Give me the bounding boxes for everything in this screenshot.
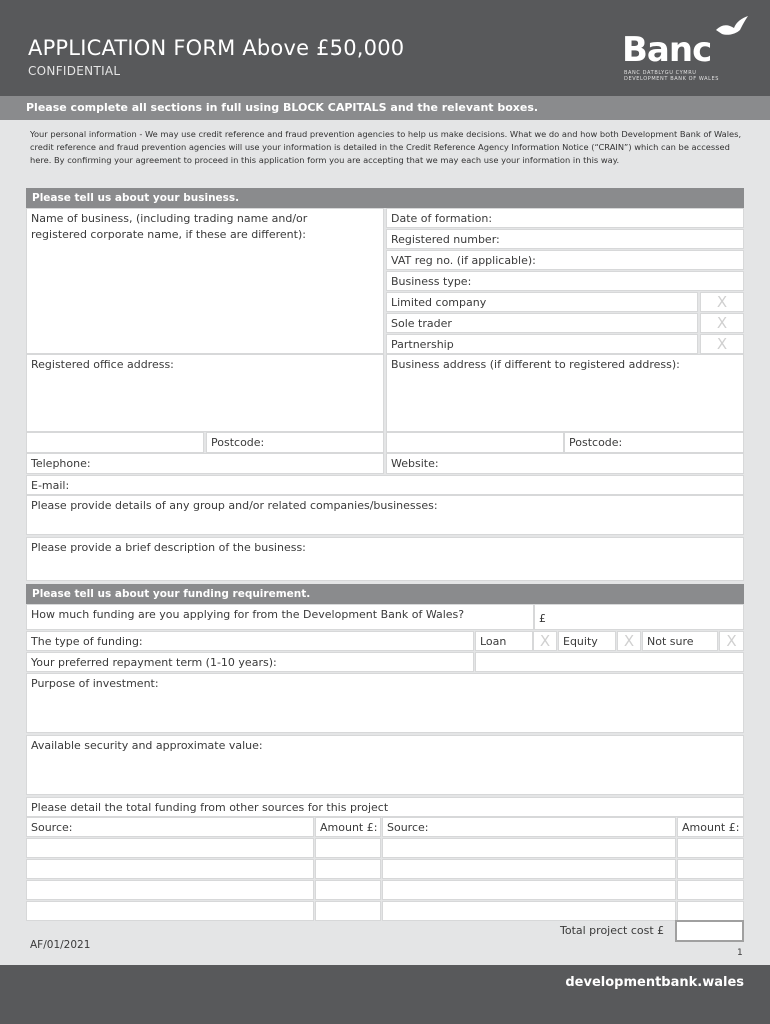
amount-column-header: Amount £: (315, 817, 381, 837)
instructions-banner (0, 96, 770, 120)
logo-line-english: DEVELOPMENT BANK OF WALES (624, 76, 720, 82)
business-description-field[interactable]: Please provide a brief description of the business: (26, 537, 744, 581)
amount-input[interactable] (677, 838, 744, 858)
page-number: 1 (737, 948, 743, 958)
telephone-field[interactable]: Telephone: (26, 453, 384, 474)
source-column-header: Source: (382, 817, 676, 837)
page-title: APPLICATION FORM Above £50,000 (28, 36, 405, 60)
not-sure-option-label: Not sure (642, 631, 718, 651)
security-value-field[interactable]: Available security and approximate value: (26, 735, 744, 795)
amount-input[interactable] (677, 859, 744, 879)
sole-trader-checkbox[interactable]: X (700, 313, 744, 333)
registered-number-field[interactable]: Registered number: (386, 229, 744, 249)
amount-input[interactable] (315, 859, 381, 879)
source-input[interactable] (382, 838, 676, 858)
privacy-notice: Your personal information - We may use credit reference and fraud prevention agencies to help us make decisions. What we do and how both Development Bank of Wales, credit reference and fraud prevention agencies will use your information is detailed in the Credit Reference Agency Information Notice (“CRAIN”) which can be accessed here. By confirming your agreement to proceed in this application form you are accepting that we may each use your information in this way. (30, 129, 742, 166)
source-input[interactable] (26, 859, 314, 879)
registered-office-spacer (26, 432, 204, 453)
vat-number-field[interactable]: VAT reg no. (if applicable): (386, 250, 744, 270)
funding-amount-label: How much funding are you applying for from the Development Bank of Wales? (26, 604, 534, 630)
limited-company-checkbox[interactable]: X (700, 292, 744, 312)
website-field[interactable]: Website: (386, 453, 744, 474)
amount-input[interactable] (315, 901, 381, 921)
business-address-spacer (386, 432, 564, 453)
funding-section-heading: Please tell us about your funding requirement. (26, 584, 744, 604)
source-input[interactable] (382, 901, 676, 921)
equity-option-label: Equity (558, 631, 616, 651)
total-project-cost-label: Total project cost £ (560, 924, 665, 937)
repayment-term-field[interactable] (475, 652, 744, 672)
registered-office-address-field[interactable]: Registered office address: (26, 354, 384, 432)
source-column-header: Source: (26, 817, 314, 837)
total-project-cost-field[interactable] (675, 920, 744, 942)
group-companies-field[interactable]: Please provide details of any group and/or related companies/businesses: (26, 495, 744, 535)
registered-postcode-field[interactable]: Postcode: (206, 432, 384, 453)
loan-checkbox[interactable]: X (533, 631, 557, 651)
loan-option-label: Loan (475, 631, 533, 651)
repayment-term-label: Your preferred repayment term (1-10 years): (26, 652, 474, 672)
date-of-formation-field[interactable]: Date of formation: (386, 208, 744, 228)
business-section-heading: Please tell us about your business. (26, 188, 744, 208)
amount-input[interactable] (677, 880, 744, 900)
partnership-checkbox[interactable]: X (700, 334, 744, 354)
source-input[interactable] (26, 838, 314, 858)
not-sure-checkbox[interactable]: X (719, 631, 744, 651)
email-field[interactable]: E-mail: (26, 475, 744, 495)
business-type-partnership-label: Partnership (386, 334, 698, 354)
logo-line-welsh: BANC DATBLYGU CYMRU (624, 70, 697, 76)
source-input[interactable] (26, 901, 314, 921)
business-type-label: Business type: (386, 271, 744, 291)
source-input[interactable] (26, 880, 314, 900)
business-postcode-field[interactable]: Postcode: (564, 432, 744, 453)
amount-column-header: Amount £: (677, 817, 744, 837)
business-name-field[interactable]: Name of business, (including trading name and/or registered corporate name, if these are different): (26, 208, 384, 354)
footer-website-link[interactable]: developmentbank.wales (565, 975, 744, 990)
amount-input[interactable] (677, 901, 744, 921)
form-reference: AF/01/2021 (30, 939, 91, 951)
confidential-label: CONFIDENTIAL (28, 64, 121, 78)
amount-input[interactable] (315, 880, 381, 900)
footer (0, 965, 770, 1024)
purpose-of-investment-field[interactable]: Purpose of investment: (26, 673, 744, 733)
bird-icon (714, 16, 750, 44)
banc-logo (622, 16, 752, 86)
instructions-text: Please complete all sections in full using BLOCK CAPITALS and the relevant boxes. (26, 101, 539, 114)
other-funding-label: Please detail the total funding from other sources for this project (26, 797, 744, 817)
business-type-limited-label: Limited company (386, 292, 698, 312)
equity-checkbox[interactable]: X (617, 631, 641, 651)
amount-input[interactable] (315, 838, 381, 858)
business-address-field[interactable]: Business address (if different to registered address): (386, 354, 744, 432)
header (0, 0, 770, 96)
funding-type-label: The type of funding: (26, 631, 474, 651)
source-input[interactable] (382, 859, 676, 879)
funding-amount-field[interactable]: £ (534, 604, 744, 630)
business-type-sole-trader-label: Sole trader (386, 313, 698, 333)
logo-wordmark: Banc (622, 30, 712, 70)
source-input[interactable] (382, 880, 676, 900)
